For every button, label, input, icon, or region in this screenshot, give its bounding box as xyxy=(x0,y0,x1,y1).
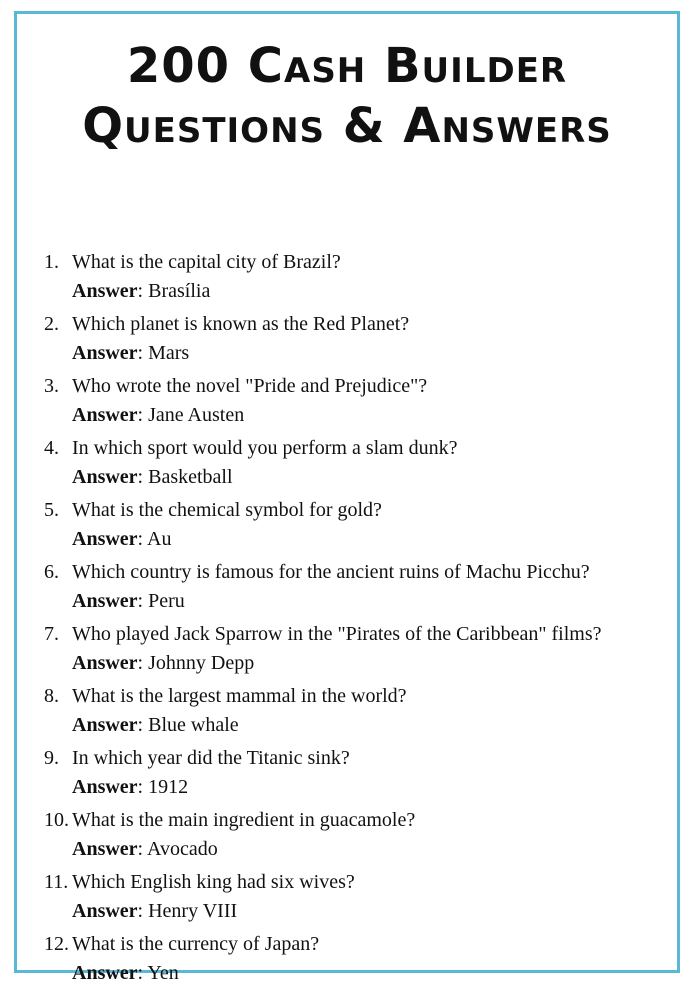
question-text: What is the main ingredient in guacamole? xyxy=(72,809,416,831)
question-body xyxy=(72,558,684,620)
answer-line xyxy=(72,649,684,678)
answer-separator: : xyxy=(137,838,147,860)
question-list xyxy=(44,248,684,992)
answer-label: Answer xyxy=(72,342,138,364)
question-text: Who played Jack Sparrow in the "Pirates of the Caribbean" films? xyxy=(72,623,602,645)
question-item-2 xyxy=(44,310,684,372)
answer-text: Basketball xyxy=(148,466,233,488)
question-body xyxy=(72,310,684,372)
question-text: In which sport would you perform a slam dunk? xyxy=(72,437,458,459)
question-item-6 xyxy=(44,558,684,620)
answer-separator: : xyxy=(137,528,147,550)
answer-line xyxy=(72,401,684,430)
answer-text: Yen xyxy=(147,962,179,984)
answer-text: Jane Austen xyxy=(148,404,245,426)
answer-separator: : xyxy=(137,404,149,426)
answer-label: Answer xyxy=(72,528,138,550)
answer-separator: : xyxy=(137,652,149,674)
question-text: What is the currency of Japan? xyxy=(72,933,320,955)
question-item-8 xyxy=(44,682,684,744)
question-item-1 xyxy=(44,248,684,310)
question-number: 9. xyxy=(44,747,59,769)
answer-label: Answer xyxy=(72,590,138,612)
question-body xyxy=(72,372,684,434)
answer-line xyxy=(72,463,684,492)
answer-separator: : xyxy=(137,962,148,984)
answer-line xyxy=(72,835,684,864)
answer-text: Peru xyxy=(148,590,185,612)
question-item-10 xyxy=(44,806,684,868)
answer-separator: : xyxy=(137,900,149,922)
question-number: 12. xyxy=(44,933,69,955)
question-number: 5. xyxy=(44,499,59,521)
answer-separator: : xyxy=(137,280,149,302)
answer-label: Answer xyxy=(72,838,138,860)
question-body xyxy=(72,868,684,930)
question-text: Which planet is known as the Red Planet? xyxy=(72,313,410,335)
page-frame xyxy=(14,11,680,984)
answer-label: Answer xyxy=(72,652,138,674)
question-body xyxy=(72,806,684,868)
question-number: 11. xyxy=(44,871,69,893)
question-item-12 xyxy=(44,930,684,992)
question-item-5 xyxy=(44,496,684,558)
answer-line xyxy=(72,959,684,988)
answer-label: Answer xyxy=(72,714,138,736)
answer-text: Blue whale xyxy=(148,714,239,736)
answer-text: Johnny Depp xyxy=(148,652,255,674)
question-number: 1. xyxy=(44,251,59,273)
question-text: What is the largest mammal in the world? xyxy=(72,685,407,707)
answer-text: 1912 xyxy=(148,776,189,798)
question-number: 10. xyxy=(44,809,69,831)
question-body xyxy=(72,620,684,682)
question-number: 8. xyxy=(44,685,59,707)
answer-line xyxy=(72,711,684,740)
answer-text: Henry VIII xyxy=(148,900,238,922)
question-body xyxy=(72,434,684,496)
question-item-3 xyxy=(44,372,684,434)
answer-line xyxy=(72,773,684,802)
answer-separator: : xyxy=(137,342,149,364)
answer-separator: : xyxy=(137,466,149,488)
answer-separator: : xyxy=(137,714,149,736)
question-body xyxy=(72,496,684,558)
answer-text: Au xyxy=(147,528,172,550)
question-body xyxy=(72,682,684,744)
question-body xyxy=(72,930,684,992)
question-text: What is the capital city of Brazil? xyxy=(72,251,341,273)
question-number: 7. xyxy=(44,623,59,645)
answer-label: Answer xyxy=(72,280,138,302)
answer-line xyxy=(72,339,684,368)
answer-line xyxy=(72,277,684,306)
question-text: In which year did the Titanic sink? xyxy=(72,747,350,769)
answer-text: Avocado xyxy=(147,838,218,860)
page-title: 200 Cash Builder Questions & Answers xyxy=(82,38,612,154)
answer-label: Answer xyxy=(72,404,138,426)
answer-text: Brasília xyxy=(148,280,211,302)
answer-line xyxy=(72,897,684,926)
question-number: 4. xyxy=(44,437,59,459)
question-text: What is the chemical symbol for gold? xyxy=(72,499,382,521)
answer-line xyxy=(72,587,684,616)
question-item-9 xyxy=(44,744,684,806)
answer-label: Answer xyxy=(72,900,138,922)
answer-text: Mars xyxy=(148,342,190,364)
question-number: 2. xyxy=(44,313,59,335)
answer-label: Answer xyxy=(72,776,138,798)
answer-separator: : xyxy=(137,590,149,612)
question-text: Who wrote the novel "Pride and Prejudice"? xyxy=(72,375,428,397)
question-text: Which English king had six wives? xyxy=(72,871,355,893)
answer-label: Answer xyxy=(72,962,138,984)
question-item-11 xyxy=(44,868,684,930)
answer-line xyxy=(72,525,684,554)
question-number: 3. xyxy=(44,375,59,397)
question-text: Which country is famous for the ancient ruins of Machu Picchu? xyxy=(72,561,590,583)
question-number: 6. xyxy=(44,561,59,583)
answer-label: Answer xyxy=(72,466,138,488)
question-body xyxy=(72,248,684,310)
question-body xyxy=(72,744,684,806)
question-item-4 xyxy=(44,434,684,496)
answer-separator: : xyxy=(137,776,149,798)
question-item-7 xyxy=(44,620,684,682)
